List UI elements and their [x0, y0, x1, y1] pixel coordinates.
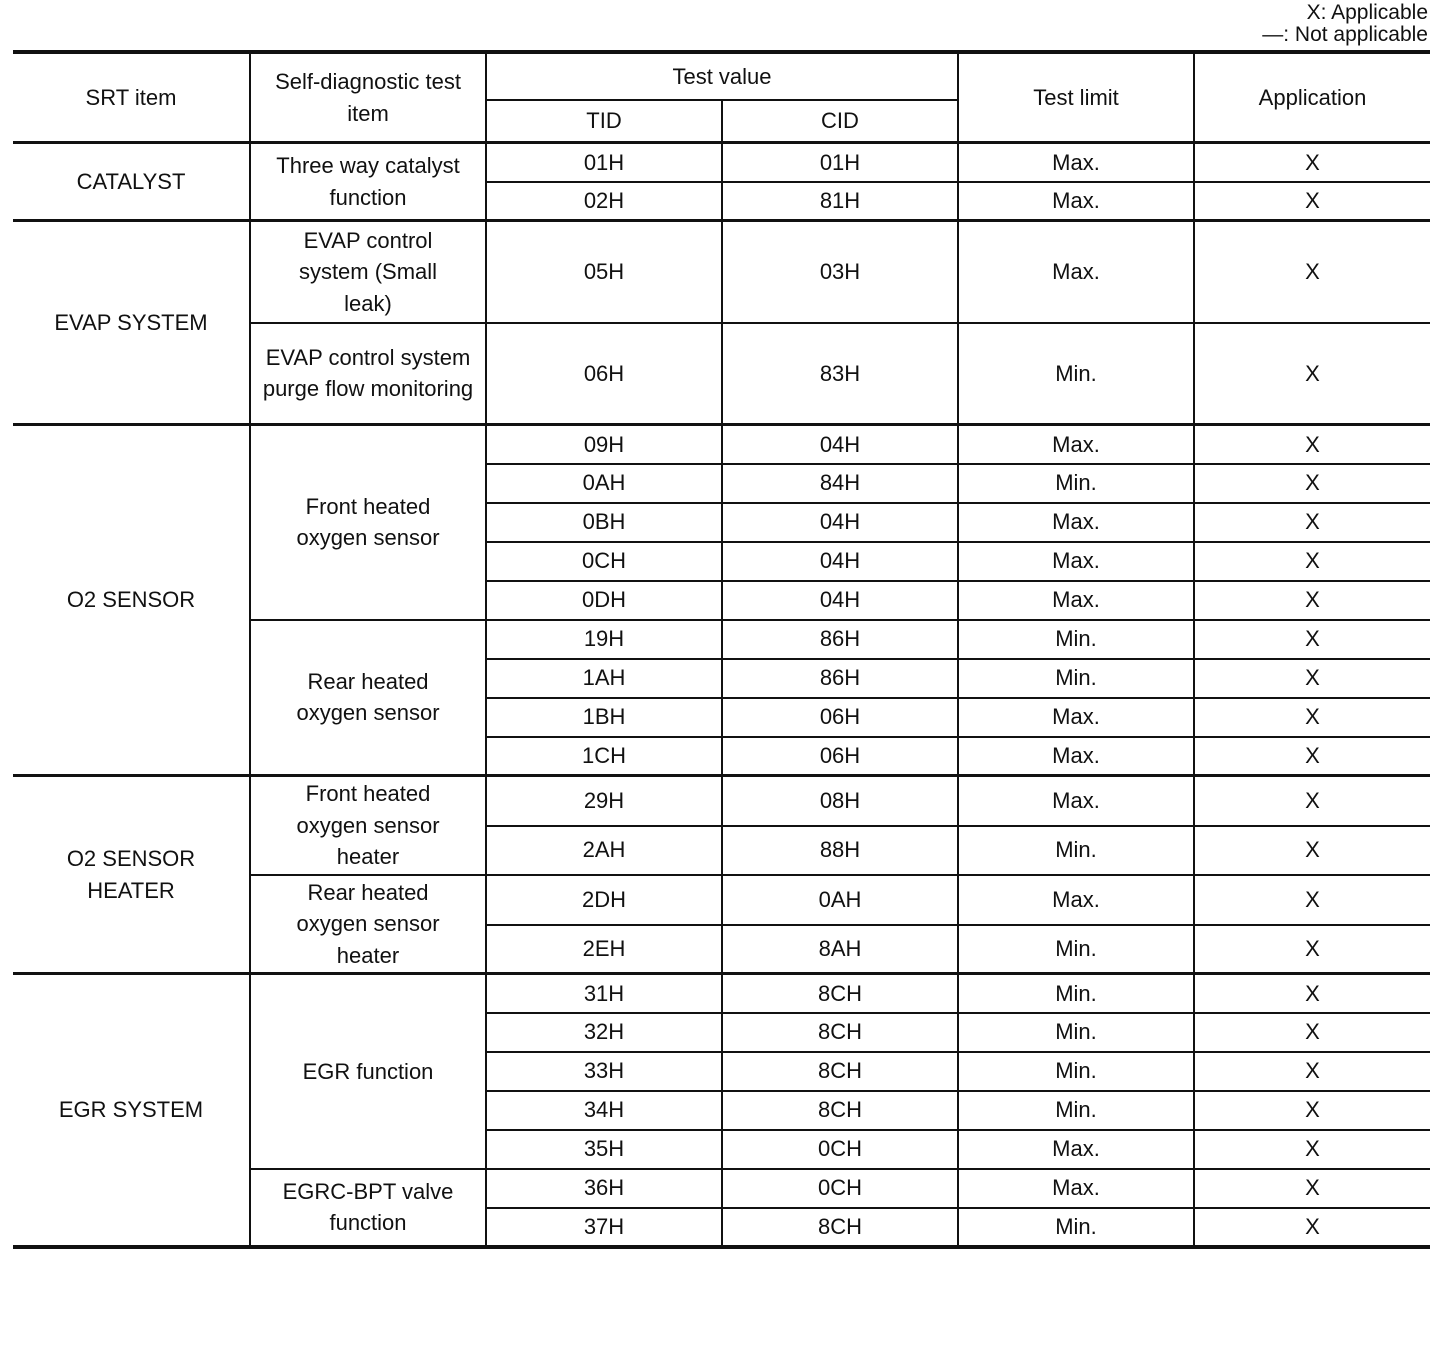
self-diag-cell: Front heated oxygen sensor — [250, 425, 486, 620]
legend-applicable: X: Applicable — [1306, 1, 1428, 24]
cid-cell: 83H — [722, 323, 958, 425]
application-cell: X — [1194, 1169, 1430, 1208]
self-diag-cell: EVAP control system (Small leak) — [250, 221, 486, 323]
tid-cell: 2EH — [486, 925, 722, 974]
application-cell: X — [1194, 464, 1430, 503]
table-row — [13, 143, 1430, 182]
test-limit-cell: Min. — [958, 826, 1194, 875]
application-cell: X — [1194, 826, 1430, 875]
tid-cell: 0BH — [486, 503, 722, 542]
header-test-value: Test value — [486, 52, 958, 100]
application-cell: X — [1194, 581, 1430, 620]
test-limit-cell: Max. — [958, 503, 1194, 542]
application-cell: X — [1194, 974, 1430, 1013]
test-limit-cell: Max. — [958, 737, 1194, 776]
self-diag-cell: EGRC-BPT valve function — [250, 1169, 486, 1247]
table-row — [13, 776, 1430, 826]
header-application: Application — [1194, 52, 1430, 143]
legend — [1262, 2, 1428, 46]
self-diag-cell: Front heated oxygen sensor heater — [250, 776, 486, 875]
tid-cell: 09H — [486, 425, 722, 464]
table-row — [13, 221, 1430, 323]
header-cid: CID — [722, 100, 958, 143]
test-limit-cell: Min. — [958, 1013, 1194, 1052]
tid-cell: 34H — [486, 1091, 722, 1130]
test-limit-cell: Min. — [958, 620, 1194, 659]
test-limit-cell: Min. — [958, 974, 1194, 1013]
cid-cell: 8CH — [722, 1013, 958, 1052]
test-limit-cell: Min. — [958, 925, 1194, 974]
cid-cell: 0CH — [722, 1169, 958, 1208]
cid-cell: 8CH — [722, 974, 958, 1013]
tid-cell: 02H — [486, 182, 722, 221]
tid-cell: 37H — [486, 1208, 722, 1247]
cid-cell: 8AH — [722, 925, 958, 974]
cid-cell: 86H — [722, 659, 958, 698]
tid-cell: 1CH — [486, 737, 722, 776]
cid-cell: 08H — [722, 776, 958, 826]
application-cell: X — [1194, 542, 1430, 581]
srt-table — [13, 50, 1430, 1249]
cid-cell: 04H — [722, 503, 958, 542]
cid-cell: 0CH — [722, 1130, 958, 1169]
test-limit-cell: Min. — [958, 1091, 1194, 1130]
tid-cell: 36H — [486, 1169, 722, 1208]
application-cell: X — [1194, 1208, 1430, 1247]
application-cell: X — [1194, 698, 1430, 737]
group-o2-sensor-heater — [13, 776, 1430, 974]
srt-item-cell: EVAP SYSTEM — [13, 221, 250, 425]
cid-cell: 81H — [722, 182, 958, 221]
cid-cell: 04H — [722, 542, 958, 581]
cid-cell: 8CH — [722, 1208, 958, 1247]
tid-cell: 1BH — [486, 698, 722, 737]
header-self-diagnostic: Self-diagnostic test item — [250, 52, 486, 143]
cid-cell: 04H — [722, 581, 958, 620]
application-cell: X — [1194, 425, 1430, 464]
test-limit-cell: Min. — [958, 1052, 1194, 1091]
tid-cell: 05H — [486, 221, 722, 323]
table-row — [13, 974, 1430, 1013]
cid-cell: 06H — [722, 737, 958, 776]
test-limit-cell: Max. — [958, 182, 1194, 221]
self-diag-cell: Three way catalyst function — [250, 143, 486, 221]
tid-cell: 0DH — [486, 581, 722, 620]
test-limit-cell: Max. — [958, 875, 1194, 925]
test-limit-cell: Min. — [958, 659, 1194, 698]
application-cell: X — [1194, 737, 1430, 776]
header-tid: TID — [486, 100, 722, 143]
test-limit-cell: Min. — [958, 464, 1194, 503]
application-cell: X — [1194, 221, 1430, 323]
test-limit-cell: Max. — [958, 1130, 1194, 1169]
tid-cell: 2AH — [486, 826, 722, 875]
tid-cell: 1AH — [486, 659, 722, 698]
header-srt-item: SRT item — [13, 52, 250, 143]
cid-cell: 8CH — [722, 1052, 958, 1091]
tid-cell: 29H — [486, 776, 722, 826]
header-test-limit: Test limit — [958, 52, 1194, 143]
application-cell: X — [1194, 925, 1430, 974]
tid-cell: 33H — [486, 1052, 722, 1091]
cid-cell: 06H — [722, 698, 958, 737]
test-limit-cell: Max. — [958, 542, 1194, 581]
self-diag-cell: Rear heated oxygen sensor heater — [250, 875, 486, 974]
tid-cell: 31H — [486, 974, 722, 1013]
application-cell: X — [1194, 620, 1430, 659]
group-catalyst — [13, 143, 1430, 221]
group-evap-system — [13, 221, 1430, 425]
group-o2-sensor — [13, 425, 1430, 776]
test-limit-cell: Min. — [958, 1208, 1194, 1247]
test-limit-cell: Max. — [958, 143, 1194, 182]
srt-item-cell: EGR SYSTEM — [13, 974, 250, 1247]
cid-cell: 86H — [722, 620, 958, 659]
application-cell: X — [1194, 182, 1430, 221]
cid-cell: 01H — [722, 143, 958, 182]
test-limit-cell: Max. — [958, 698, 1194, 737]
cid-cell: 0AH — [722, 875, 958, 925]
application-cell: X — [1194, 1052, 1430, 1091]
test-limit-cell: Max. — [958, 776, 1194, 826]
tid-cell: 06H — [486, 323, 722, 425]
application-cell: X — [1194, 503, 1430, 542]
tid-cell: 2DH — [486, 875, 722, 925]
cid-cell: 03H — [722, 221, 958, 323]
application-cell: X — [1194, 659, 1430, 698]
tid-cell: 19H — [486, 620, 722, 659]
self-diag-cell: EVAP control system purge flow monitoring — [250, 323, 486, 425]
cid-cell: 04H — [722, 425, 958, 464]
tid-cell: 0CH — [486, 542, 722, 581]
test-limit-cell: Max. — [958, 581, 1194, 620]
cid-cell: 8CH — [722, 1091, 958, 1130]
test-limit-cell: Max. — [958, 1169, 1194, 1208]
cid-cell: 88H — [722, 826, 958, 875]
group-egr-system — [13, 974, 1430, 1247]
table-row — [13, 425, 1430, 464]
srt-item-cell: O2 SENSOR HEATER — [13, 776, 250, 974]
tid-cell: 01H — [486, 143, 722, 182]
tid-cell: 0AH — [486, 464, 722, 503]
srt-item-cell: CATALYST — [13, 143, 250, 221]
legend-not-applicable: —: Not applicable — [1262, 23, 1428, 46]
application-cell: X — [1194, 1013, 1430, 1052]
application-cell: X — [1194, 875, 1430, 925]
self-diag-cell: EGR function — [250, 974, 486, 1169]
tid-cell: 35H — [486, 1130, 722, 1169]
application-cell: X — [1194, 1130, 1430, 1169]
application-cell: X — [1194, 776, 1430, 826]
srt-item-cell: O2 SENSOR — [13, 425, 250, 776]
test-limit-cell: Min. — [958, 323, 1194, 425]
test-limit-cell: Max. — [958, 425, 1194, 464]
tid-cell: 32H — [486, 1013, 722, 1052]
cid-cell: 84H — [722, 464, 958, 503]
test-limit-cell: Max. — [958, 221, 1194, 323]
application-cell: X — [1194, 323, 1430, 425]
self-diag-cell: Rear heated oxygen sensor — [250, 620, 486, 776]
application-cell: X — [1194, 143, 1430, 182]
application-cell: X — [1194, 1091, 1430, 1130]
